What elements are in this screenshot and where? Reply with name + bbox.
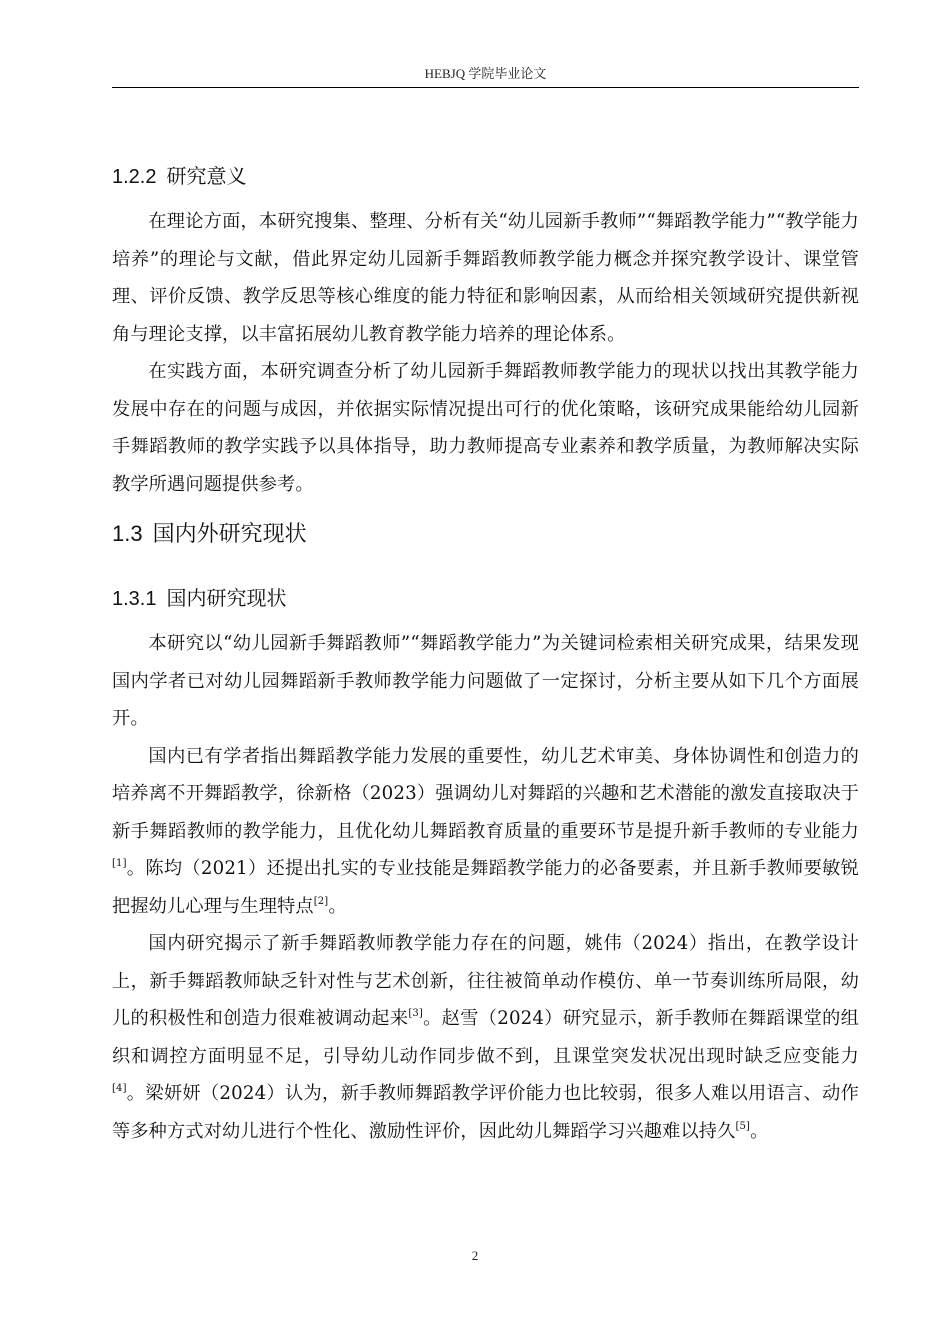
page-number: 2 <box>471 1248 479 1263</box>
header-rule <box>112 87 859 88</box>
section-number: 1.3.1 <box>112 588 157 610</box>
citation-ref: [3] <box>408 1008 423 1019</box>
paragraph-intro: 本研究以“幼儿园新手舞蹈教师”“舞蹈教学能力”为关键词检索相关研究成果，结果发现国内学者已对幼儿园舞蹈新手教师教学能力问题做了一定探讨，分析主要从如下几个方面展开。 <box>112 633 859 729</box>
section-number: 1.2.2 <box>112 166 157 188</box>
paragraph-importance <box>112 738 859 926</box>
paragraph-theory: 在理论方面，本研究搜集、整理、分析有关“幼儿园新手教师”“舞蹈教学能力”“教学能力培养”的理论与文献，借此界定幼儿园新手舞蹈教师教学能力概念并探究教学设计、课堂管理、评价反馈、教学反思等核心维度的能力特征和影响因素，从而给相关领域研究提供新视角与理论支撑，以丰富拓展幼儿教育教学能力培养的理论体系。 <box>112 211 859 345</box>
citation-ref: [4] <box>112 1083 127 1094</box>
text-run: 国内研究揭示了新手舞蹈教师教学能力存在的问题，姚伟（2024）指出，在教学设计上，新手舞蹈教师缺乏针对性与艺术创新，往往被简单动作模仿、单一节奏训练所局限，幼儿的积极性和创造力很难被调动起来 <box>112 933 859 1029</box>
section-heading-1-3 <box>112 515 859 554</box>
section-number: 1.3 <box>112 521 143 546</box>
text-run: 。陈均（2021）还提出扎实的专业技能是舞蹈教学能力的必备要素，并且新手教师要敏锐把握幼儿心理与生理特点 <box>112 858 859 917</box>
text-run: 。梁妍妍（2024）认为，新手教师舞蹈教学评价能力也比较弱，很多人难以用语言、动作等多种方式对幼儿进行个性化、激励性评价，因此幼儿舞蹈学习兴趣难以持久 <box>112 1083 859 1142</box>
text-run: 。赵雪（2024）研究显示，新手教师在舞蹈课堂的组织和调控方面明显不足，引导幼儿动作同步做不到，且课堂突发状况出现时缺乏应变能力 <box>112 1008 859 1067</box>
citation-ref: [2] <box>313 895 329 907</box>
page-header: HEBJQ 学院毕业论文 <box>424 66 547 81</box>
section-heading-1-3-1 <box>112 580 859 617</box>
citation-ref: [5] <box>735 1120 751 1132</box>
text-run: 。 <box>328 895 347 917</box>
section-title: 国内外研究现状 <box>152 522 307 547</box>
section-title: 研究意义 <box>166 164 247 188</box>
section-heading-1-2-2 <box>112 158 859 195</box>
text-run: 国内已有学者指出舞蹈教学能力发展的重要性，幼儿艺术审美、身体协调性和创造力的培养离不开舞蹈教学，徐新格（2023）强调幼儿对舞蹈的兴趣和艺术潜能的激发直接取决于新手舞蹈教师的教学能力，且优化幼儿舞蹈教育质量的重要环节是提升新手教师的专业能力 <box>112 745 859 842</box>
page-body <box>112 158 859 1150</box>
citation-ref: [1] <box>112 858 127 869</box>
section-title: 国内研究现状 <box>166 586 287 610</box>
text-run: 。 <box>750 1120 769 1142</box>
paragraph-practice: 在实践方面，本研究调查分析了幼儿园新手舞蹈教师教学能力的现状以找出其教学能力发展中存在的问题与成因，并依据实际情况提出可行的优化策略，该研究成果能给幼儿园新手舞蹈教师的教学实践予以具体指导，助力教师提高专业素养和教学质量，为教师解决实际教学所遇问题提供参考。 <box>112 361 859 495</box>
paragraph-problems <box>112 925 859 1150</box>
